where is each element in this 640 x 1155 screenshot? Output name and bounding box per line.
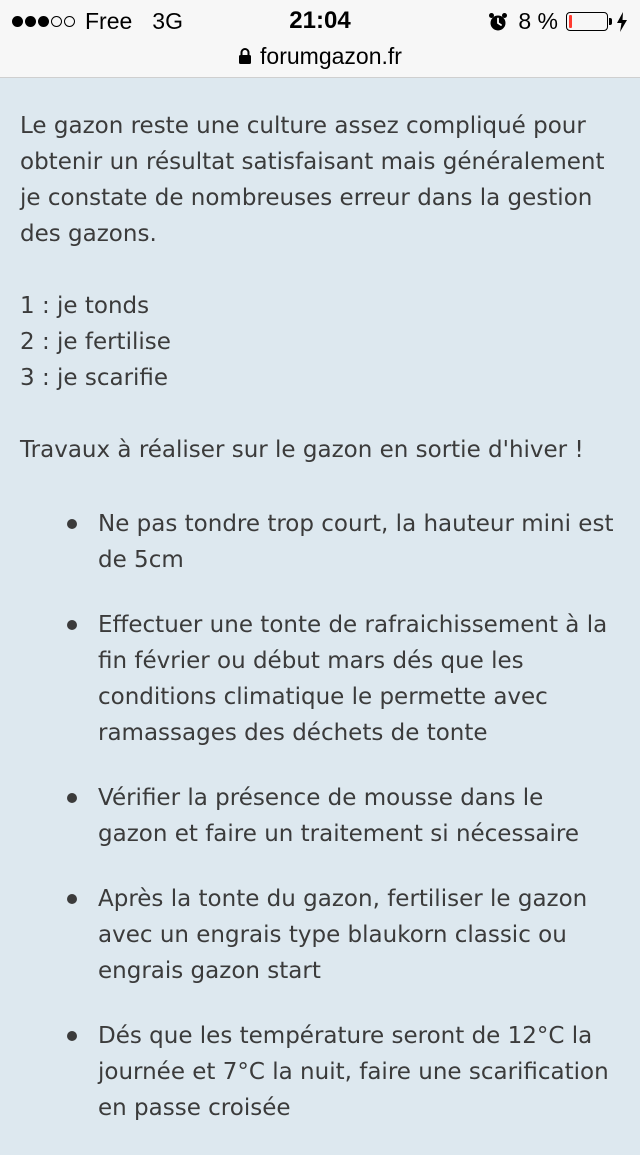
charging-bolt-icon xyxy=(616,12,628,32)
battery-level-fill xyxy=(569,15,572,28)
lock-icon xyxy=(238,47,252,65)
task-list xyxy=(20,506,620,1126)
step-item: 3 : je scarifie xyxy=(20,365,169,391)
battery-icon xyxy=(566,12,608,31)
task-item: Après la tonte du gazon, fertiliser le gazon avec un engrais type blaukorn classic ou engrais gazon start xyxy=(20,881,620,989)
task-item: Effectuer une tonte de rafraichissement à la fin février ou début mars dés que les conditions climatique le permette avec ramassages des déchets de tonte xyxy=(20,607,620,751)
step-item: 1 : je tonds xyxy=(20,293,150,319)
article-content xyxy=(20,108,620,1155)
address-bar[interactable] xyxy=(0,40,640,72)
battery-percentage: 8 % xyxy=(518,8,558,34)
intro-paragraph: Le gazon reste une culture assez compliqué pour obtenir un résultat satisfaisant mais généralement je constate de nombreuses erreur dans la gestion des gazons. xyxy=(20,113,605,247)
network-type: 3G xyxy=(152,8,183,34)
step-item: 2 : je fertilise xyxy=(20,329,171,355)
task-item: Ne pas tondre trop court, la hauteur mini est de 5cm xyxy=(20,506,620,578)
status-right xyxy=(488,8,628,35)
section-subtitle: Travaux à réaliser sur le gazon en sortie d'hiver ! xyxy=(20,437,584,463)
task-item: Dés que les température seront de 12°C la journée et 7°C la nuit, faire une scarification en passe croisée xyxy=(20,1018,620,1126)
task-item: Vérifier la présence de mousse dans le gazon et faire un traitement si nécessaire xyxy=(20,780,620,852)
browser-top-bar xyxy=(0,0,640,78)
url-domain: forumgazon.fr xyxy=(260,42,402,69)
carrier-name: Free xyxy=(85,8,133,34)
clock: 21:04 xyxy=(289,7,351,34)
status-bar xyxy=(0,0,640,40)
steps-list xyxy=(20,288,620,396)
alarm-clock-icon xyxy=(488,12,508,32)
